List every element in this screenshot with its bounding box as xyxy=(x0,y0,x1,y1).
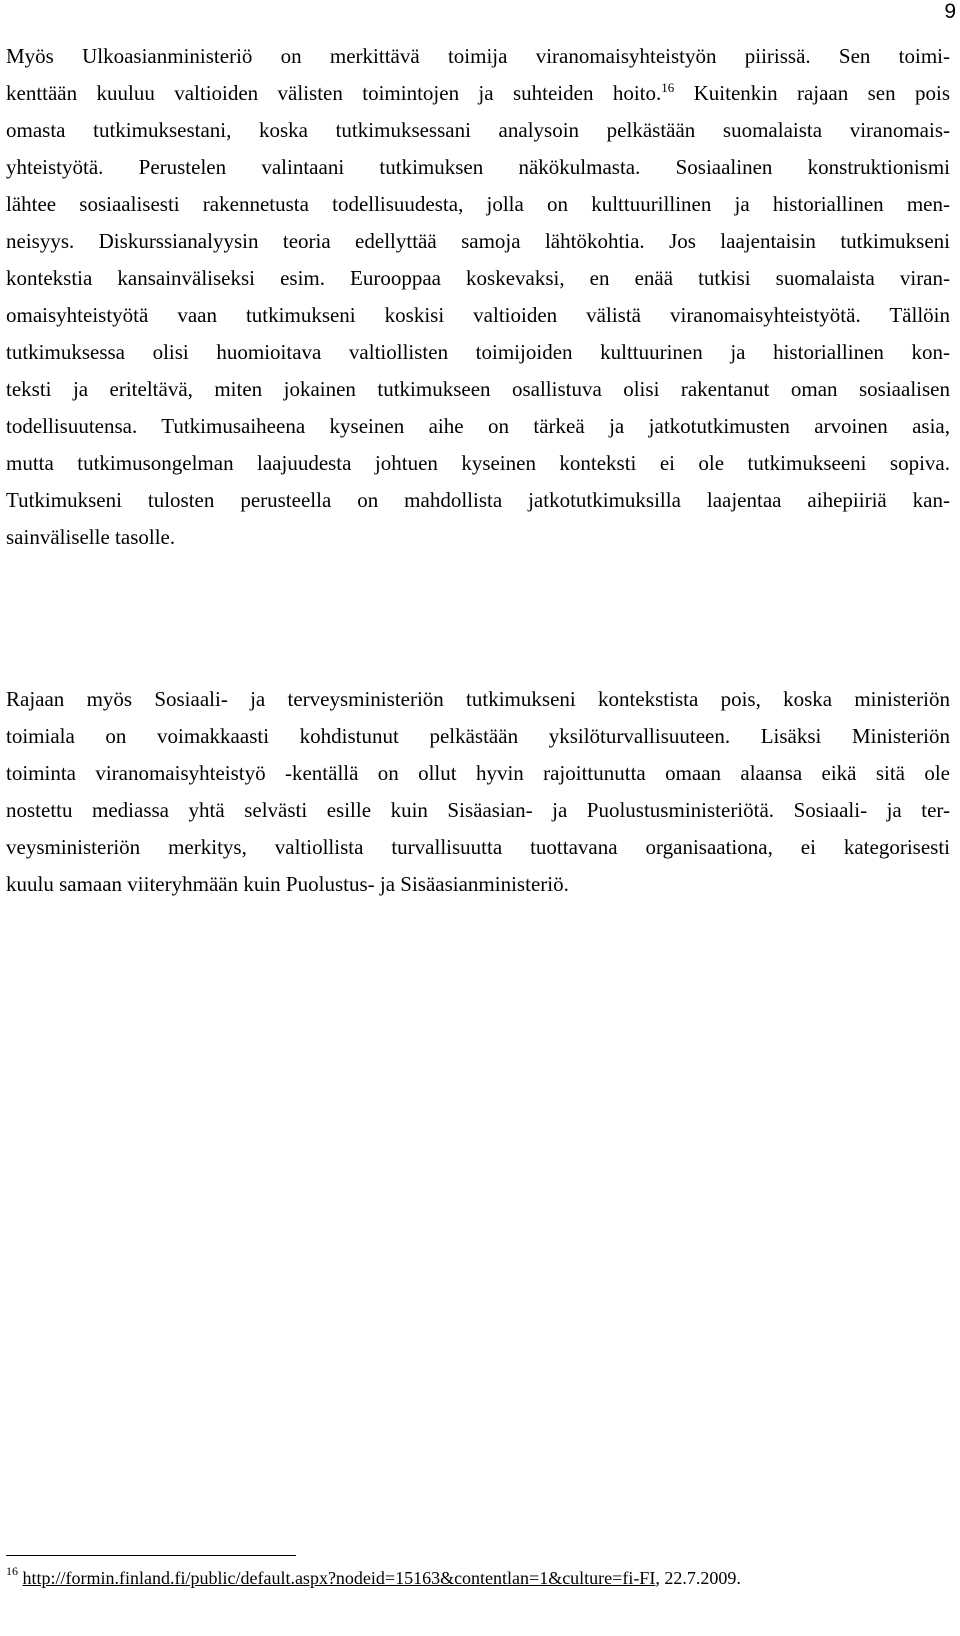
paragraph-line: kuulu samaan viiteryhmään kuin Puolustus- ja Sisäasianministeriö. xyxy=(6,872,569,896)
paragraph-line: neisyys. Diskurssianalyysin teoria edellyttää samoja lähtökohtia. Jos laajentaisin tutkimukseni xyxy=(6,229,950,253)
paragraph-line: toiminta viranomaisyhteistyö -kentällä on ollut hyvin rajoittunutta omaan alaansa eikä sitä ole xyxy=(6,761,950,785)
paragraph-line: teksti ja eriteltävä, miten jokainen tutkimukseen osallistuva olisi rakentanut oman sosiaalisen xyxy=(6,377,950,401)
paragraph-line: omasta tutkimuksestani, koska tutkimuksessani analysoin pelkästään suomalaista viranomais- xyxy=(6,118,950,142)
footnote-date: , 22.7.2009. xyxy=(655,1568,741,1588)
footnote-reference[interactable]: 16 xyxy=(661,80,675,95)
page-number: 9 xyxy=(944,0,956,23)
paragraph-line: veysministeriön merkitys, valtiollista turvallisuutta tuottavana organisaationa, ei kategorisesti xyxy=(6,835,950,859)
paragraph-2 xyxy=(6,681,950,903)
paragraph-1 xyxy=(6,38,950,556)
paragraph-line: kontekstia kansainväliseksi esim. Eurooppaa koskevaksi, en enää tutkisi suomalaista viran- xyxy=(6,266,950,290)
paragraph-line: Tutkimukseni tulosten perusteella on mahdollista jatkotutkimuksilla laajentaa aihepiiriä kan- xyxy=(6,488,950,512)
paragraph-line: tutkimuksessa olisi huomioitava valtiollisten toimijoiden kulttuurinen ja historiallinen kon- xyxy=(6,340,950,364)
paragraph-line: todellisuutensa. Tutkimusaiheena kyseinen aihe on tärkeä ja jatkotutkimusten arvoinen asia, xyxy=(6,414,950,438)
paragraph-line-segment: Kuitenkin rajaan sen pois xyxy=(674,81,950,105)
paragraph-line: mutta tutkimusongelman laajuudesta johtuen kyseinen konteksti ei ole tutkimukseeni sopiva. xyxy=(6,451,950,475)
paragraph-line: omaisyhteistyötä vaan tutkimukseni koskisi valtioiden välistä viranomaisyhteistyötä. Tällöin xyxy=(6,303,950,327)
paragraph-line xyxy=(6,75,950,112)
paragraph-line: toimiala on voimakkaasti kohdistunut pelkästään yksilöturvallisuuteen. Lisäksi Ministeriön xyxy=(6,724,950,748)
footnote-marker: 16 xyxy=(6,1564,18,1578)
footnote-link[interactable]: http://formin.finland.fi/public/default.aspx?nodeid=15163&contentlan=1&culture=fi-FI xyxy=(22,1568,656,1588)
paragraph-line: Rajaan myös Sosiaali- ja terveysministeriön tutkimukseni kontekstista pois, koska ministeriön xyxy=(6,687,950,711)
footnote-separator xyxy=(6,1555,296,1556)
paragraph-line: sainväliselle tasolle. xyxy=(6,525,176,549)
paragraph-line: lähtee sosiaalisesti rakennetusta todellisuudesta, jolla on kulttuurillinen ja historiallinen men- xyxy=(6,192,950,216)
footnote xyxy=(6,1564,741,1589)
paragraph-line: Myös Ulkoasianministeriö on merkittävä toimija viranomaisyhteistyön piirissä. Sen toimi- xyxy=(6,44,950,68)
paragraph-line-segment: kenttään kuuluu valtioiden välisten toimintojen ja suhteiden hoito. xyxy=(6,81,662,105)
paragraph-line: nostettu mediassa yhtä selvästi esille kuin Sisäasian- ja Puolustusministeriötä. Sosiaali- ja ter- xyxy=(6,798,950,822)
paragraph-line: yhteistyötä. Perustelen valintaani tutkimuksen näkökulmasta. Sosiaalinen konstruktionismi xyxy=(6,155,950,179)
